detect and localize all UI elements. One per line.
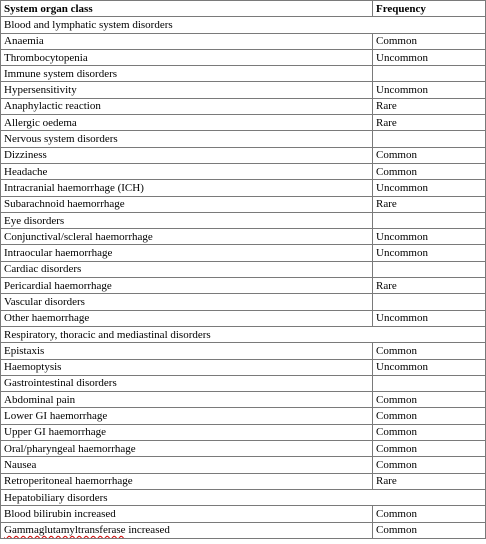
table-row <box>1 506 486 522</box>
table-row <box>1 180 486 196</box>
frequency-cell: Common <box>373 506 486 522</box>
frequency-cell: Uncommon <box>373 49 486 65</box>
table-row <box>1 392 486 408</box>
table-row <box>1 326 486 342</box>
frequency-cell: Uncommon <box>373 180 486 196</box>
organ-class-cell: Conjunctival/scleral haemorrhage <box>1 229 373 245</box>
frequency-cell: Common <box>373 457 486 473</box>
organ-class-cell: Cardiac disorders <box>1 261 373 277</box>
table-row <box>1 522 486 538</box>
frequency-cell: Uncommon <box>373 310 486 326</box>
table-row <box>1 131 486 147</box>
section-heading: Hepatobiliary disorders <box>1 489 486 505</box>
table-row <box>1 196 486 212</box>
frequency-cell: Common <box>373 163 486 179</box>
table-row <box>1 489 486 505</box>
organ-class-cell: Dizziness <box>1 147 373 163</box>
frequency-cell: Common <box>373 343 486 359</box>
table-row <box>1 310 486 326</box>
organ-class-cell: Oral/pharyngeal haemorrhage <box>1 441 373 457</box>
spellcheck-underlined-word: Gammaglutamyltransferase <box>4 524 126 537</box>
frequency-cell: Common <box>373 424 486 440</box>
table-row <box>1 457 486 473</box>
organ-class-cell: Anaphylactic reaction <box>1 98 373 114</box>
table-row <box>1 473 486 489</box>
frequency-cell <box>373 261 486 277</box>
frequency-cell: Uncommon <box>373 245 486 261</box>
organ-class-cell: Intracranial haemorrhage (ICH) <box>1 180 373 196</box>
frequency-cell <box>373 66 486 82</box>
frequency-cell: Rare <box>373 278 486 294</box>
section-heading: Blood and lymphatic system disorders <box>1 17 486 33</box>
organ-class-cell: Immune system disorders <box>1 66 373 82</box>
frequency-cell: Common <box>373 392 486 408</box>
frequency-cell: Rare <box>373 473 486 489</box>
frequency-cell <box>373 212 486 228</box>
header-frequency: Frequency <box>373 1 486 17</box>
table-row <box>1 98 486 114</box>
organ-class-cell: Epistaxis <box>1 343 373 359</box>
organ-class-cell: Anaemia <box>1 33 373 49</box>
organ-class-cell: Hypersensitivity <box>1 82 373 98</box>
table-row <box>1 278 486 294</box>
table-row <box>1 229 486 245</box>
table-row <box>1 33 486 49</box>
table-row <box>1 49 486 65</box>
frequency-cell <box>373 131 486 147</box>
frequency-cell: Common <box>373 33 486 49</box>
table-row <box>1 147 486 163</box>
frequency-cell: Common <box>373 408 486 424</box>
frequency-cell: Uncommon <box>373 359 486 375</box>
table-row <box>1 17 486 33</box>
table-row <box>1 424 486 440</box>
organ-class-cell: Gastrointestinal disorders <box>1 375 373 391</box>
table-row <box>1 82 486 98</box>
frequency-cell: Rare <box>373 196 486 212</box>
table-body <box>1 17 486 539</box>
organ-class-cell: Gammaglutamyltransferase increased <box>1 522 373 538</box>
organ-class-cell: Eye disorders <box>1 212 373 228</box>
organ-class-cell: Retroperitoneal haemorrhage <box>1 473 373 489</box>
table-row <box>1 261 486 277</box>
organ-class-cell: Allergic oedema <box>1 115 373 131</box>
frequency-cell: Common <box>373 441 486 457</box>
organ-class-cell: Haemoptysis <box>1 359 373 375</box>
organ-class-cell: Vascular disorders <box>1 294 373 310</box>
frequency-cell: Rare <box>373 98 486 114</box>
organ-class-cell: Lower GI haemorrhage <box>1 408 373 424</box>
frequency-cell: Rare <box>373 115 486 131</box>
table-row <box>1 115 486 131</box>
table-row <box>1 294 486 310</box>
organ-class-cell: Blood bilirubin increased <box>1 506 373 522</box>
frequency-cell: Common <box>373 147 486 163</box>
table-row <box>1 441 486 457</box>
header-row <box>1 1 486 17</box>
table-row <box>1 163 486 179</box>
organ-class-cell: Abdominal pain <box>1 392 373 408</box>
frequency-cell: Uncommon <box>373 82 486 98</box>
table-row <box>1 408 486 424</box>
organ-class-cell: Other haemorrhage <box>1 310 373 326</box>
table-row <box>1 359 486 375</box>
table-row <box>1 343 486 359</box>
frequency-cell: Uncommon <box>373 229 486 245</box>
table-row <box>1 66 486 82</box>
organ-class-cell: Intraocular haemorrhage <box>1 245 373 261</box>
organ-class-cell: Pericardial haemorrhage <box>1 278 373 294</box>
table-row <box>1 212 486 228</box>
header-system-organ-class: System organ class <box>1 1 373 17</box>
organ-class-cell: Nervous system disorders <box>1 131 373 147</box>
organ-class-cell: Nausea <box>1 457 373 473</box>
frequency-cell <box>373 375 486 391</box>
table-row <box>1 375 486 391</box>
table-row <box>1 245 486 261</box>
frequency-cell <box>373 294 486 310</box>
section-heading: Respiratory, thoracic and mediastinal disorders <box>1 326 486 342</box>
organ-class-cell: Thrombocytopenia <box>1 49 373 65</box>
frequency-cell: Common <box>373 522 486 538</box>
organ-class-cell: Upper GI haemorrhage <box>1 424 373 440</box>
organ-class-cell: Subarachnoid haemorrhage <box>1 196 373 212</box>
organ-class-cell: Headache <box>1 163 373 179</box>
